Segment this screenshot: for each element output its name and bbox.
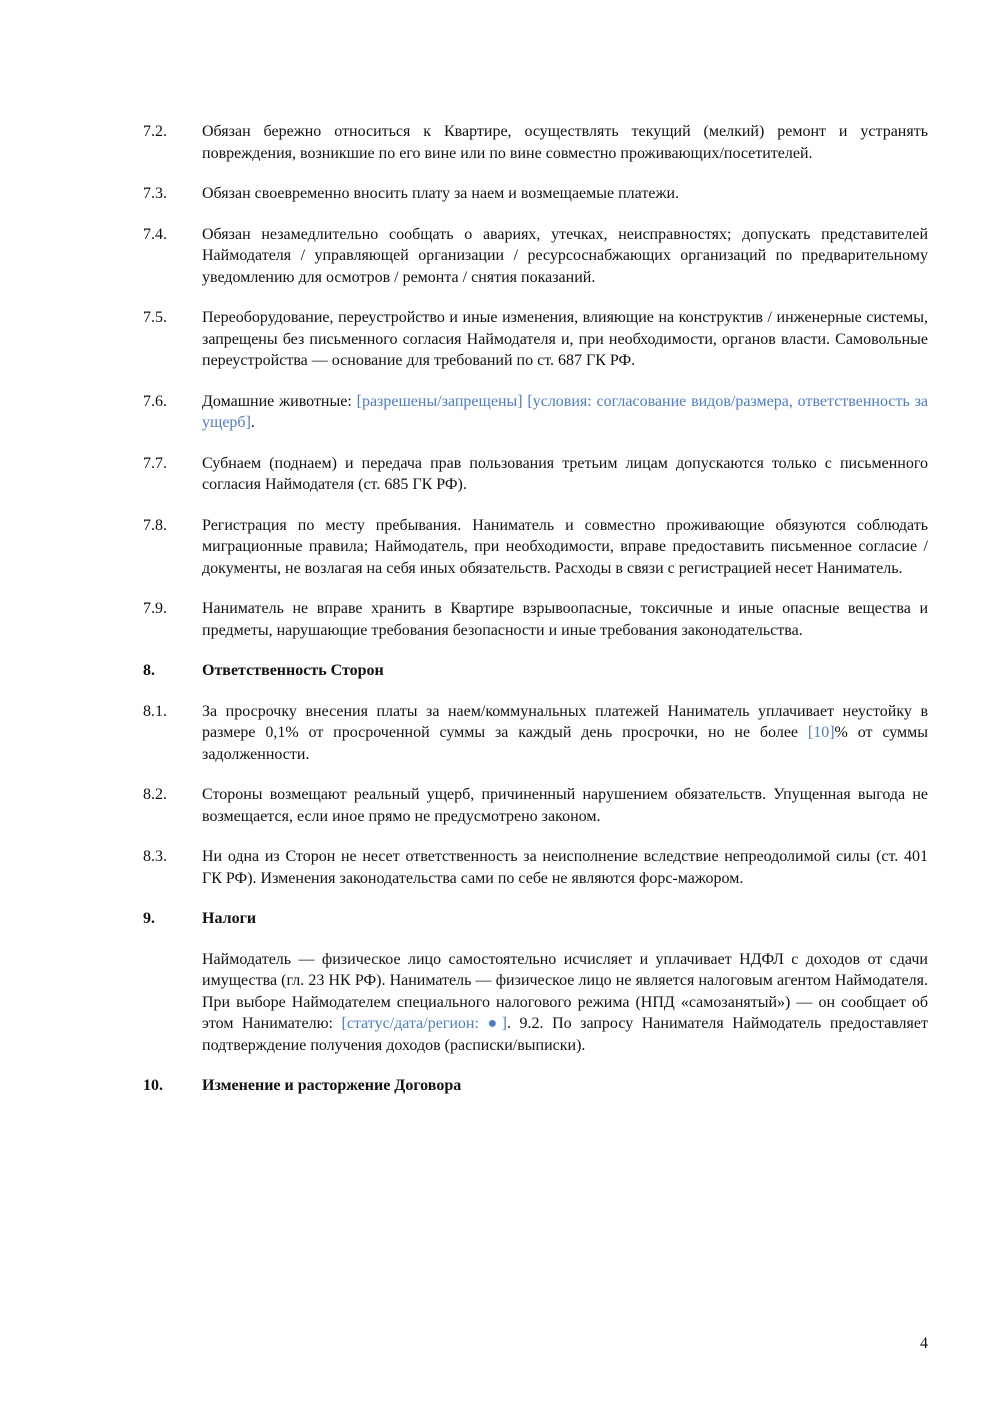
clause-text-part: . (250, 414, 255, 431)
page-number: 4 (920, 1335, 928, 1352)
contract-body (143, 121, 928, 1116)
clause-7-9 (143, 598, 928, 641)
section-9-paragraph (143, 949, 928, 1057)
clause-text-part: Домашние животные: (202, 392, 357, 410)
paragraph-text (202, 949, 928, 1057)
placeholder-field: [статус/дата/регион: ●] (341, 1015, 507, 1032)
section-title: Ответственность Сторон (202, 662, 384, 679)
clause-8-1 (143, 701, 928, 766)
clause-text: Обязан бережно относиться к Квартире, осуществлять текущий (мелкий) ремонт и устранять повреждения, возникшие по его вине или по вине совместно проживающих/посетителей. (202, 123, 928, 162)
section-title: Налоги (202, 910, 257, 927)
clause-text-part: За просрочку внесения платы за наем/коммунальных платежей Наниматель уплачивает неустойку в размере 0,1% от просроченной суммы за каждый день просрочки, но не более (202, 702, 928, 741)
section-title: Изменение и расторжение Договора (202, 1077, 462, 1094)
clause-number: 7.3. (143, 185, 167, 202)
section-heading-9 (143, 908, 928, 930)
clause-number: 7.4. (143, 225, 167, 243)
clause-7-2 (143, 121, 928, 164)
clause-number: 7.2. (143, 123, 167, 140)
clause-text: Переоборудование, переустройство и иные изменения, влияющие на конструктив / инженерные системы, запрещены без письменного согласия Наймодателя и, при необходимости, органов власти. Самовольные переустройства — основание для требований по ст. 687 ГК РФ. (202, 309, 928, 369)
section-number: 10. (143, 1077, 163, 1094)
clause-text: Обязан своевременно вносить плату за наем и возмещаемые платежи. (202, 185, 680, 202)
clause-text-part: % от суммы задолженности. (202, 724, 928, 763)
clause-number: 7.5. (143, 309, 167, 326)
clause-number: 7.6. (143, 392, 167, 410)
clause-number: 7.8. (143, 516, 167, 534)
clause-text: Ни одна из Сторон не несет ответственность за неисполнение вследствие непреодолимой силы (ст. 401 ГК РФ). Изменения законодательства сами по себе не являются форс-мажором. (202, 848, 928, 887)
clause-number: 8.3. (143, 848, 167, 865)
clause-text: Субнаем (поднаем) и передача прав пользования третьим лицам допускаются только с письменного согласия Наймодателя (ст. 685 ГК РФ). (202, 454, 928, 493)
clause-text: Обязан незамедлительно сообщать о авариях, утечках, неисправностях; допускать представителей Наймодателя / управляющей организации / ресурсоснабжающих организаций по предварительному уведомлению для осмотров / ремонта / снятия показаний. (202, 225, 928, 286)
section-number: 9. (143, 910, 155, 927)
clause-text: Регистрация по месту пребывания. Наниматель и совместно проживающие обязуются соблюдать миграционные правила; Наймодатель, при необходимости, вправе предоставить письменное согласие / документы, не возлагая на себя иных обязательств. Расходы в связи с регистрацией несет Наниматель. (202, 516, 928, 577)
clause-7-7 (143, 453, 928, 496)
clause-number: 7.9. (143, 600, 167, 617)
clause-7-6 (143, 391, 928, 434)
clause-text (202, 701, 928, 766)
clause-number: 7.7. (143, 454, 167, 472)
section-heading-8 (143, 660, 928, 682)
clause-number: 8.1. (143, 702, 167, 720)
placeholder-field: [разрешены/запрещены] [условия: согласование видов/размера, ответственность за ущерб] (202, 392, 928, 431)
clause-7-4 (143, 224, 928, 289)
clause-7-3 (143, 183, 928, 205)
clause-number: 8.2. (143, 786, 167, 803)
clause-7-5 (143, 307, 928, 372)
paragraph-text-part: . 9.2. По запросу Нанимателя Наймодатель предоставляет подтверждение получения доходов (расписки/выписки). (202, 1015, 928, 1054)
paragraph-text-part: Наймодатель — физическое лицо самостоятельно исчисляет и уплачивает НДФЛ с доходов от сдачи имущества (гл. 23 НК РФ). Наниматель — физическое лицо не является налоговым агентом Наймодателя. При выборе Наймодателем специального налогового режима (НПД «самозанятый») — он сообщает об этом Нанимателю: (202, 950, 928, 1032)
clause-7-8 (143, 515, 928, 580)
section-number: 8. (143, 662, 155, 679)
section-heading-10 (143, 1075, 928, 1097)
clause-text: Наниматель не вправе хранить в Квартире взрывоопасные, токсичные и иные опасные вещества и предметы, нарушающие требования безопасности и иные требования законодательства. (202, 600, 928, 639)
placeholder-field: [10] (807, 724, 835, 741)
clause-8-3 (143, 846, 928, 889)
clause-8-2 (143, 784, 928, 827)
clause-text: Стороны возмещают реальный ущерб, причиненный нарушением обязательств. Упущенная выгода не возмещается, если иное прямо не предусмотрено законом. (202, 786, 928, 825)
clause-text (202, 391, 928, 434)
